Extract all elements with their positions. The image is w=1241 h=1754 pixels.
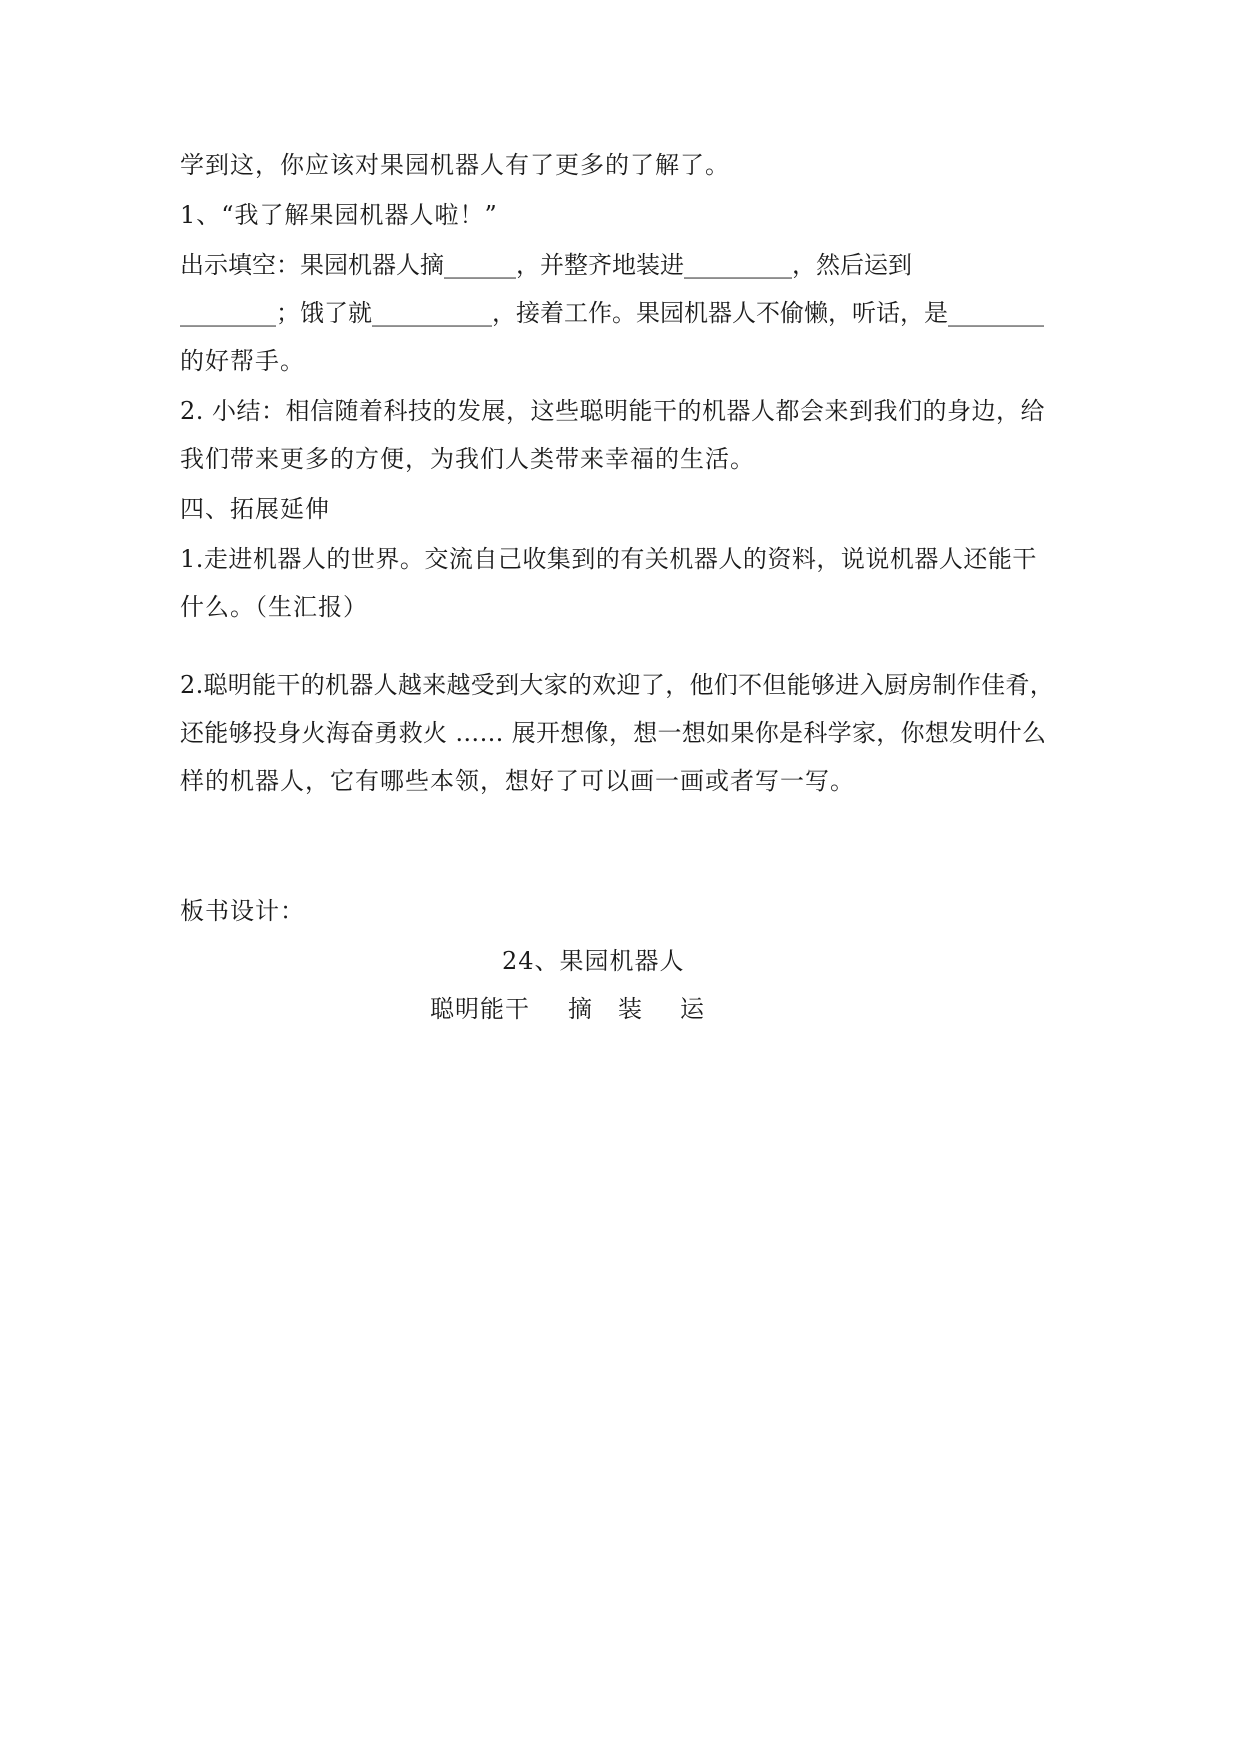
fill-blank-line-1 [180, 250, 1060, 280]
board-keyword-3: 装 [618, 995, 643, 1023]
intro-text: 学到这，你应该对果园机器人有了更多的了解了。 [180, 151, 730, 179]
board-keyword-1: 聪明能干 [430, 995, 530, 1023]
board-keyword-4: 运 [680, 995, 705, 1023]
extension-1-line-2: 什么。（生汇报） [180, 593, 368, 621]
fill-blank-line-3: 的好帮手。 [180, 347, 305, 375]
fill-blank-line-2: ________；饿了就__________，接着工作。果园机器人不偷懒，听话，是________ [180, 299, 1044, 327]
board-title: 24、果园机器人 [502, 947, 685, 975]
extension-2-line-2: 还能够投身火海奋勇救火 …… 展开想像，想一想如果你是科学家，你想发明什么 [180, 719, 1047, 747]
board-design-label: 板书设计： [180, 897, 305, 925]
item1-title: 1、“我了解果园机器人啦！” [180, 201, 498, 229]
extension-2-line-3: 样的机器人，它有哪些本领，想好了可以画一画或者写一写。 [180, 767, 855, 795]
fill-blank-text-1: 出示填空：果园机器人摘______，并整齐地装进_________，然后运到 [180, 251, 912, 279]
summary-line-1: 2. 小结：相信随着科技的发展，这些聪明能干的机器人都会来到我们的身边，给 [180, 397, 1046, 425]
extension-1-line-1: 1.走进机器人的世界。交流自己收集到的有关机器人的资料，说说机器人还能干 [180, 545, 1037, 573]
board-keyword-2: 摘 [568, 995, 593, 1023]
section-4-title: 四、拓展延伸 [180, 495, 330, 523]
extension-2-line-1: 2.聪明能干的机器人越来越受到大家的欢迎了，他们不但能够进入厨房制作佳肴， [180, 671, 1054, 699]
summary-line-2: 我们带来更多的方便，为我们人类带来幸福的生活。 [180, 445, 755, 473]
